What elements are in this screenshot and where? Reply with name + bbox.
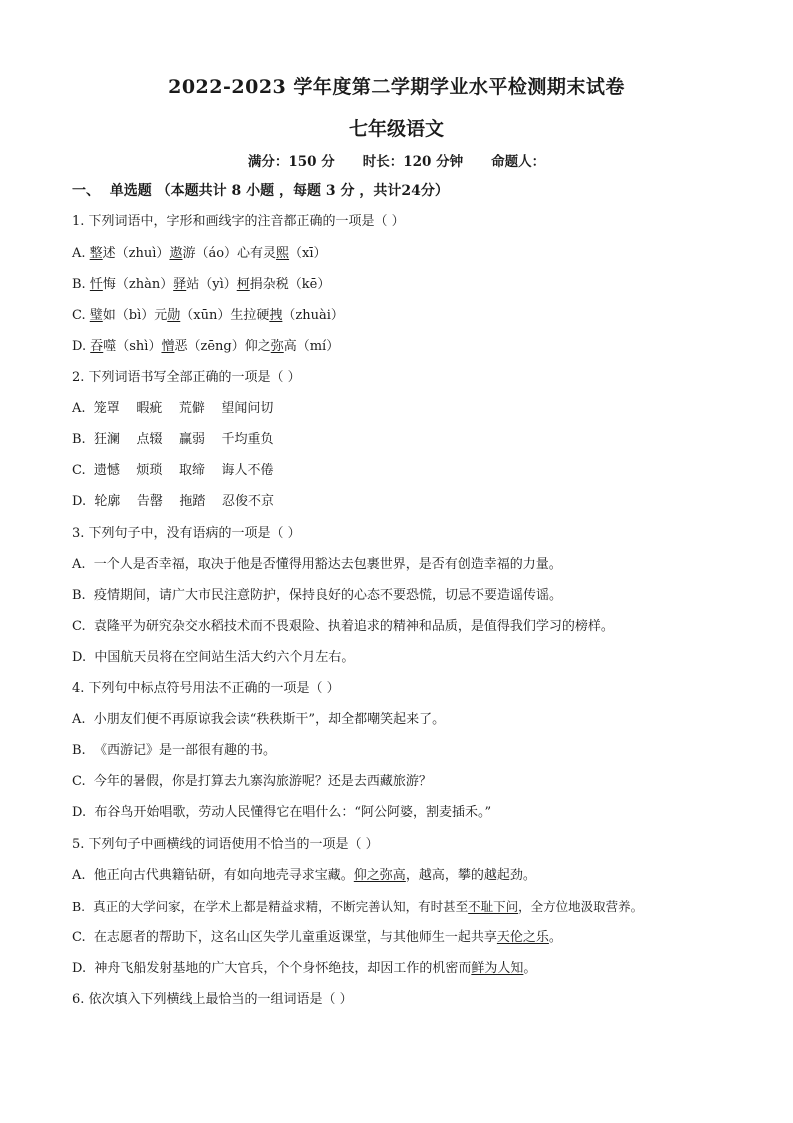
q5-option-b (72, 897, 643, 917)
option-label: D. (72, 339, 91, 354)
q2-stem: 2. 下列词语书写全部正确的一项是（ ） (72, 370, 301, 385)
underlined-char: 拽 (269, 308, 283, 323)
q1-option-a (72, 244, 327, 264)
q3-stem: 3. 下列句子中，没有语病的一项是（ ） (72, 526, 301, 541)
underlined-char: 勋 (167, 308, 181, 323)
option-label: B. (72, 277, 90, 292)
q6-stem: 6. 依次填入下列横线上最恰当的一组词语是（ ） (72, 992, 353, 1007)
option-text: A. 他正向古代典籍钻研，有如向地壳寻求宝藏。 (72, 868, 354, 883)
q5-stem: 5. 下列句子中画横线的词语使用不恰当的一项是（ ） (72, 837, 379, 852)
option-text: 站（yì） (186, 277, 237, 292)
q5-option-a (72, 866, 536, 886)
option-text: D. 神舟飞船发射基地的广大官兵，个个身怀绝技，却因工作的机密而 (72, 961, 472, 976)
underlined-char: 整 (89, 246, 103, 261)
q3-option-b: B. 疫情期间，请广大市民注意防护，保持良好的心态不要恐慌，切忌不要造谣传谣。 (72, 588, 562, 603)
option-text: 高（mí） (283, 339, 340, 354)
q5-option-c (72, 928, 562, 948)
underlined-phrase: 仰之弥高 (353, 868, 406, 883)
underlined-char: 璧 (89, 308, 103, 323)
underlined-phrase: 不耻下问 (468, 899, 519, 914)
full-score: 满分：150 分 (247, 154, 335, 170)
exam-meta (0, 150, 793, 170)
option-text: 悔（zhàn） (102, 277, 174, 292)
option-text: 恶（zēng）仰之 (174, 339, 271, 354)
q4-stem: 4. 下列句中标点符号用法不正确的一项是（ ） (72, 681, 340, 696)
option-text: 捐杂税（kē） (249, 277, 331, 292)
q1-stem: 1. 下列词语中，字形和画线字的注音都正确的一项是（ ） (72, 214, 405, 229)
q2-option-a: A. 笼罩 暇疵 荒僻 望闻问切 (72, 401, 274, 416)
option-text: B. 真正的大学问家，在学术上都是精益求精，不断完善认知，有时甚至 (72, 899, 469, 914)
q5-option-d (72, 959, 536, 979)
duration: 时长：120 分钟 (362, 154, 464, 170)
q1-option-c (72, 306, 344, 326)
q4-option-d: D. 布谷鸟开始唱歌，劳动人民懂得它在唱什么：“阿公阿婆，割麦插禾。” (72, 805, 492, 820)
option-text: 游（áo）心有灵 (182, 246, 277, 261)
underlined-char: 憎 (161, 339, 175, 354)
underlined-char: 忏 (89, 277, 103, 292)
exam-title: 2022-2023 学年度第二学期学业水平检测期末试卷 (168, 76, 625, 98)
q4-option-a: A. 小朋友们便不再原谅我会读“秩秩斯干”，却全都嘲笑起来了。 (72, 712, 446, 727)
q3-option-d: D. 中国航天员将在空间站生活大约六个月左右。 (72, 650, 355, 665)
option-text: 如（bì）元 (102, 308, 168, 323)
underlined-char: 吞 (90, 339, 104, 354)
option-label: A. (72, 246, 90, 261)
q1-option-b (72, 275, 330, 295)
option-text: 。 (548, 930, 562, 945)
underlined-char: 柯 (236, 277, 250, 292)
q3-option-c: C. 袁隆平为研究杂交水稻技术而不畏艰险、执着追求的精神和品质，是值得我们学习的榜样。 (72, 619, 614, 634)
option-text: （zhuài） (282, 308, 344, 323)
option-text: 。 (523, 961, 537, 976)
section-heading: 一、 单选题 （本题共计 8 小题 ，每题 3 分 ，共计24分） (72, 183, 449, 199)
underlined-phrase: 鲜为人知 (471, 961, 524, 976)
exam-subtitle: 七年级语文 (348, 118, 444, 140)
option-text: 述（zhuì） (102, 246, 170, 261)
q1-option-d (72, 337, 339, 357)
option-text: （xī） (289, 246, 327, 261)
q2-option-d: D. 轮廓 告罄 拖踏 忍俊不京 (72, 494, 274, 509)
option-text: ，越高，攀的越起劲。 (405, 868, 536, 883)
option-text: C. 在志愿者的帮助下，这名山区失学儿童重返课堂，与其他师生一起共享 (72, 930, 497, 945)
underlined-char: 驿 (173, 277, 187, 292)
option-text: 噬（shì） (103, 339, 162, 354)
author: 命题人： (491, 154, 546, 170)
underlined-char: 熙 (276, 246, 290, 261)
q2-option-c: C. 遗憾 烦琐 取缔 诲人不倦 (72, 463, 274, 478)
option-text: （xūn）生拉硬 (180, 308, 270, 323)
underlined-phrase: 天伦之乐 (496, 930, 549, 945)
underlined-char: 遨 (169, 246, 183, 261)
option-text: ，全方位地汲取营养。 (518, 899, 644, 914)
q4-option-b: B. 《西游记》是一部很有趣的书。 (72, 743, 276, 758)
option-label: C. (72, 308, 90, 323)
q4-option-c: C. 今年的暑假，你是打算去九寨沟旅游呢？还是去西藏旅游？ (72, 774, 432, 789)
q3-option-a: A. 一个人是否幸福，取决于他是否懂得用豁达去包裹世界，是否有创造幸福的力量。 (72, 557, 562, 572)
q2-option-b: B. 狂澜 点辍 赢弱 千均重负 (72, 432, 274, 447)
underlined-char: 弥 (270, 339, 284, 354)
